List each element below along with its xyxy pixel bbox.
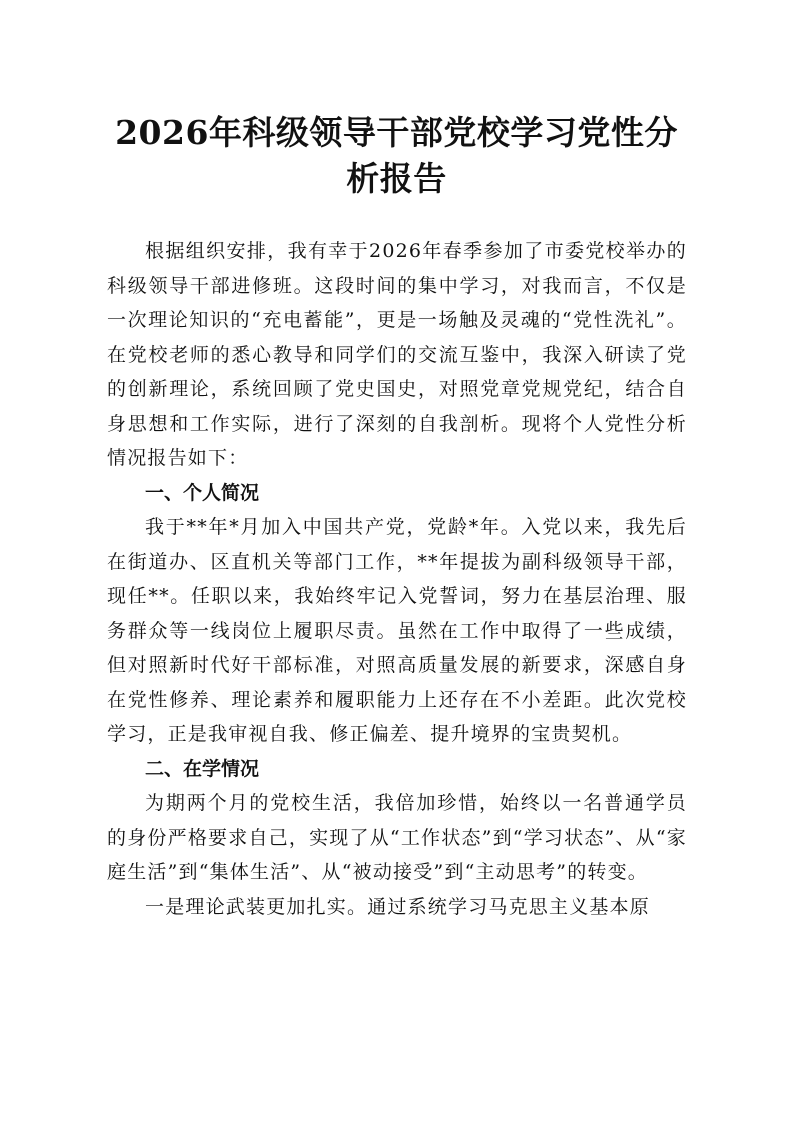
intro-paragraph: 根据组织安排，我有幸于2026年春季参加了市委党校举办的科级领导干部进修班。这段时间的集中学习，对我而言，不仅是一次理论知识的“充电蓄能”，更是一场触及灵魂的“党性洗礼”。在党校老师的悉心教导和同学们的交流互鉴中，我深入研读了党的创新理论，系统回顾了党史国史，对照党章党规党纪，结合自身思想和工作实际，进行了深刻的自我剖析。现将个人党性分析情况报告如下： xyxy=(107,240,687,469)
section-heading-study-status: 二、在学情况 xyxy=(145,757,260,780)
document-body xyxy=(107,234,687,924)
section-heading-personal-profile: 一、个人简况 xyxy=(145,481,260,504)
document-title: 2026年科级领导干部党校学习党性分析报告 xyxy=(115,113,678,198)
study-status-paragraph: 为期两个月的党校生活，我倍加珍惜，始终以一名普通学员的身份严格要求自己，实现了从“工作状态”到“学习状态”、从“家庭生活”到“集体生活”、从“被动接受”到“主动思考”的转变。 xyxy=(107,792,687,883)
theory-study-paragraph: 一是理论武装更加扎实。通过系统学习马克思主义基本原 xyxy=(145,895,651,918)
personal-profile-paragraph: 我于**年*月加入中国共产党，党龄*年。入党以来，我先后在街道办、区直机关等部门工作，**年提拔为副科级领导干部，现任**。任职以来，我始终牢记入党誓词，努力在基层治理、服务群众等一线岗位上履职尽责。虽然在工作中取得了一些成绩，但对照新时代好干部标准，对照高质量发展的新要求，深感自身在党性修养、理论素养和履职能力上还存在不小差距。此次党校学习，正是我审视自我、修正偏差、提升境界的宝贵契机。 xyxy=(107,516,687,745)
